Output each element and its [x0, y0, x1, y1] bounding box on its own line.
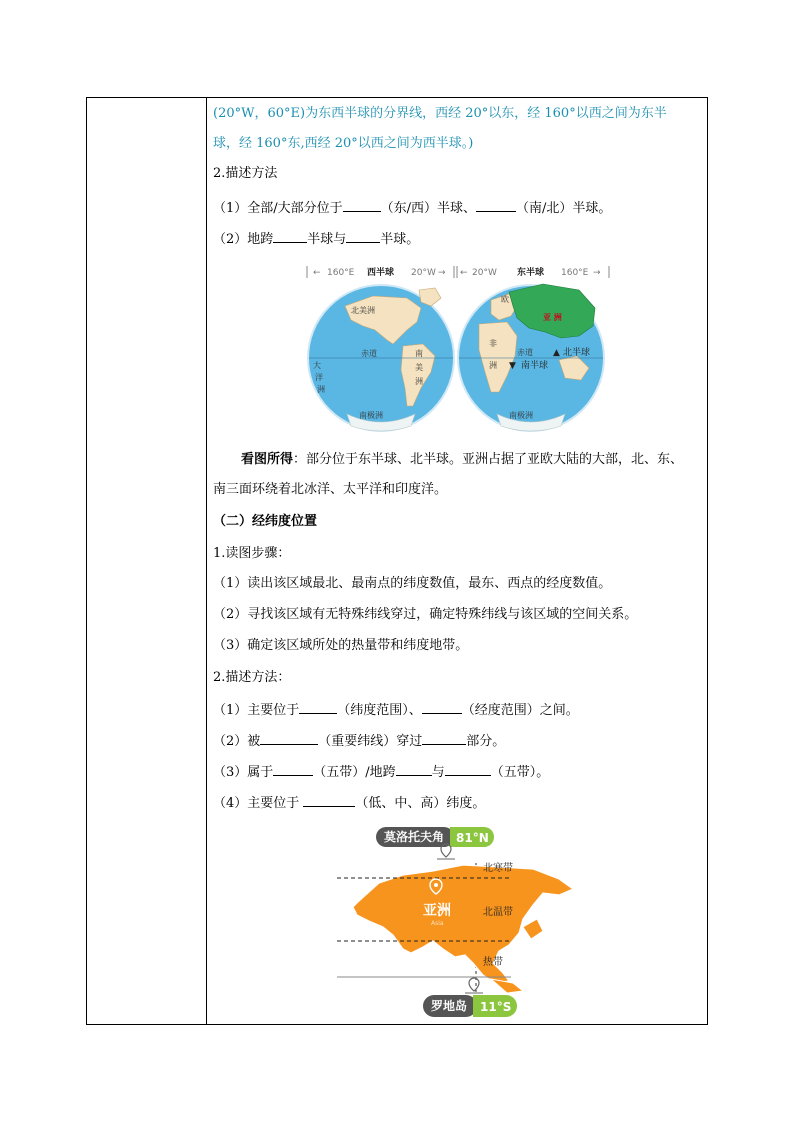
text: 与	[431, 765, 445, 780]
steps-heading: 1.读图步骤：	[213, 546, 291, 561]
text: （1）全部/大部分位于	[213, 201, 343, 216]
hemisphere-item-2	[213, 230, 419, 249]
intro-line-1: (20°W，60°E)为东西半球的分界线，西经 20°以东，经 160°以西之间为东半	[213, 106, 667, 121]
hemisphere-item-1	[213, 199, 611, 218]
text: （重要纬线）穿过	[318, 734, 423, 749]
step-2: （2）寻找该区域有无特殊纬线穿过，确定特殊纬线与该区域的空间关系。	[213, 607, 638, 622]
text: 部分。	[466, 734, 506, 749]
fill-blank[interactable]	[260, 732, 318, 745]
legend-160e: 160°E	[327, 268, 355, 278]
text: （3）属于	[213, 765, 274, 780]
method-4	[213, 794, 485, 813]
section-title-latlon: （二）经纬度位置	[213, 514, 318, 529]
text: 半球与	[307, 232, 347, 247]
observation-label: 看图所得	[241, 452, 294, 467]
south-hemisphere-marker: ▼	[509, 361, 516, 371]
text: 半球。	[380, 232, 420, 247]
fill-blank[interactable]	[346, 230, 380, 243]
text: （东/西）半球、	[380, 201, 477, 216]
asia-sub-label: Asia	[431, 920, 444, 927]
south-point-name: 罗地岛	[431, 999, 468, 1013]
zone-north-temperate: 北温带	[483, 907, 513, 918]
label-south-hemisphere: 南半球	[521, 361, 549, 371]
fill-blank[interactable]	[422, 732, 466, 745]
hemispheres-map-figure	[303, 260, 613, 436]
north-hemisphere-marker: ▲	[553, 348, 560, 358]
method-1	[213, 701, 579, 720]
legend-20w-east: 20°W	[472, 268, 497, 278]
legend-arrow: ←	[460, 268, 468, 278]
fill-blank[interactable]	[273, 763, 313, 776]
label-oceania-1: 大	[313, 361, 321, 370]
east-hemisphere-globe	[458, 284, 604, 431]
observation-line-2: 南三面环绕着北冰洋、太平洋和印度洋。	[213, 482, 448, 497]
label-asia: 亚 洲	[543, 313, 562, 322]
legend-160e-east: 160°E	[561, 268, 589, 278]
north-point-name: 莫洛托夫角	[384, 830, 445, 844]
fill-blank[interactable]	[299, 701, 337, 714]
fill-blank[interactable]	[476, 199, 516, 212]
asia-latitude-map	[323, 823, 603, 1023]
north-point-badge	[376, 827, 494, 847]
observation-text: ：部分位于东半球、北半球。亚洲占据了亚欧大陆的大部，北、东、	[293, 452, 684, 467]
text: （五带）/地跨	[313, 765, 396, 780]
zone-north-frigid: 北寒带	[483, 863, 513, 874]
step-1: （1）读出该区域最北、最南点的纬度数值，最东、西点的经度数值。	[213, 576, 612, 591]
asia-label: 亚洲	[423, 903, 451, 919]
legend-west-title: 西半球	[367, 268, 395, 278]
south-point-badge	[423, 995, 517, 1017]
text: （纬度范围）、	[337, 703, 422, 718]
label-south-america-1: 南	[415, 349, 423, 358]
south-point-lat: 11°S	[480, 1000, 512, 1014]
legend-160e-arrow: ←	[313, 268, 321, 278]
intro-line-2: 球，经 160°东,西经 20°以西之间为西半球。)	[213, 136, 474, 151]
label-south-america-2: 美	[415, 363, 423, 372]
text: （4）主要位于	[213, 796, 304, 811]
text: （1）主要位于	[213, 703, 300, 718]
method-heading: 2.描述方法：	[213, 670, 291, 685]
legend-east-title: 东半球	[517, 268, 545, 278]
step-3: （3）确定该区域所处的热量带和纬度地带。	[213, 638, 469, 653]
label-antarctica-west: 南极洲	[359, 411, 383, 420]
label-africa-1: 非	[489, 339, 497, 348]
text: （2）地跨	[213, 232, 274, 247]
fill-blank[interactable]	[396, 763, 432, 776]
label-south-america-3: 洲	[415, 377, 423, 386]
observation-line-1	[241, 451, 683, 469]
table-column-divider	[206, 97, 207, 1025]
label-antarctica-east: 南极洲	[509, 411, 533, 420]
legend-20w: 20°W	[411, 268, 436, 278]
label-north-america: 北美洲	[351, 306, 375, 315]
label-oceania-3: 洲	[317, 385, 325, 394]
fill-blank[interactable]	[422, 701, 462, 714]
method-3	[213, 763, 549, 782]
fill-blank[interactable]	[445, 763, 491, 776]
label-africa-2: 洲	[489, 361, 497, 370]
text: （五带）。	[490, 765, 550, 780]
label-north-hemisphere: 北半球	[563, 348, 591, 358]
legend-arrow: →	[438, 268, 446, 278]
method-2	[213, 732, 505, 751]
pin-icon	[465, 978, 483, 993]
text: （2）被	[213, 734, 261, 749]
fill-blank[interactable]	[343, 199, 381, 212]
label-equator-east: 赤道	[517, 348, 533, 357]
hemisphere-method-heading: 2.描述方法	[213, 166, 278, 181]
text: （低、中、高）纬度。	[355, 796, 486, 811]
label-europe: 欧	[501, 295, 509, 304]
north-point-lat: 81°N	[456, 831, 489, 845]
fill-blank[interactable]	[273, 230, 307, 243]
hemisphere-legend	[307, 266, 609, 278]
text: （经度范围）之间。	[461, 703, 579, 718]
fill-blank[interactable]	[303, 794, 355, 807]
label-equator-west: 赤道	[361, 349, 377, 358]
legend-arrow: →	[593, 268, 601, 278]
text: （南/北）半球。	[516, 201, 612, 216]
zone-tropical: 热带	[483, 957, 503, 968]
label-oceania-2: 洋	[315, 373, 323, 382]
west-hemisphere-globe	[308, 285, 454, 431]
